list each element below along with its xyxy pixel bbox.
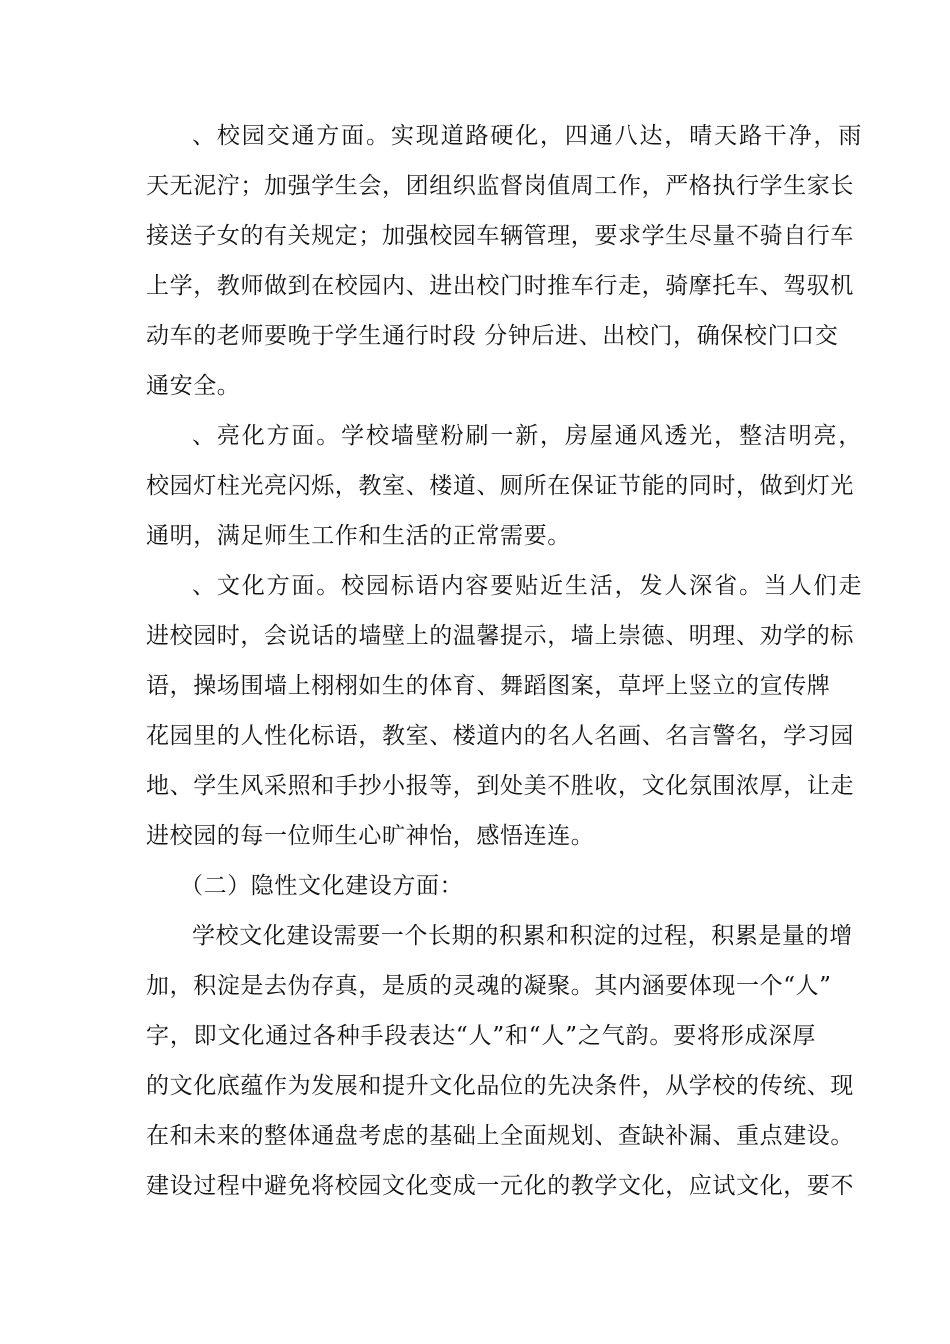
paragraph-line: 接送子女的有关规定；加强校园车辆管理，要求学生尽量不骑自行车 — [146, 223, 854, 249]
paragraph-line: 学校文化建设需要一个长期的积累和积淀的过程，积累是量的增 — [192, 923, 853, 949]
paragraph-line: 花园里的人性化标语，教室、楼道内的名人名画、名言警名，学习园 — [146, 723, 854, 749]
paragraph-line: 、亮化方面。学校墙壁粉刷一新，房屋通风透光，整洁明亮， — [192, 423, 862, 449]
paragraph-line: 建设过程中避免将校园文化变成一元化的教学文化，应试文化，要不 — [146, 1173, 854, 1199]
section-heading: （二）隐性文化建设方面： — [180, 873, 464, 899]
paragraph-line: 通安全。 — [146, 373, 241, 399]
paragraph-line: 进校园的每一位师生心旷神怡，感悟连连。 — [146, 823, 595, 849]
paragraph-line: 、文化方面。校园标语内容要贴近生活，发人深省。当人们走 — [192, 573, 862, 599]
paragraph-line: 、校园交通方面。实现道路硬化，四通八达，晴天路干净，雨 — [192, 123, 862, 149]
paragraph-line: 进校园时，会说话的墙壁上的温馨提示，墙上崇德、明理、劝学的标 — [146, 623, 854, 649]
paragraph-line: 通明，满足师生工作和生活的正常需要。 — [146, 523, 571, 549]
paragraph-line: 的文化底蕴作为发展和提升文化品位的先决条件，从学校的传统、现 — [146, 1073, 854, 1099]
paragraph-line: 语，操场围墙上栩栩如生的体育、舞蹈图案，草坪上竖立的宣传牌 — [146, 673, 831, 699]
paragraph-line: 加，积淀是去伪存真，是质的灵魂的凝聚。其内涵要体现一个“人” — [146, 973, 832, 999]
paragraph-line: 校园灯柱光亮闪烁，教室、楼道、厕所在保证节能的同时，做到灯光 — [146, 473, 854, 499]
paragraph-line: 天无泥泞；加强学生会，团组织监督岗值周工作，严格执行学生家长 — [146, 173, 854, 199]
paragraph-line: 动车的老师要晚于学生通行时段 分钟后进、出校门，确保校门口交 — [146, 323, 839, 349]
paragraph-line: 字，即文化通过各种手段表达“人”和“人”之气韵。要将形成深厚 — [146, 1023, 816, 1049]
paragraph-line: 地、学生风采照和手抄小报等，到处美不胜收，文化氛围浓厚，让走 — [146, 773, 854, 799]
paragraph-line: 在和未来的整体通盘考虑的基础上全面规划、查缺补漏、重点建设。 — [146, 1123, 854, 1149]
paragraph-line: 上学，教师做到在校园内、进出校门时推车行走，骑摩托车、驾驭机 — [146, 273, 854, 299]
